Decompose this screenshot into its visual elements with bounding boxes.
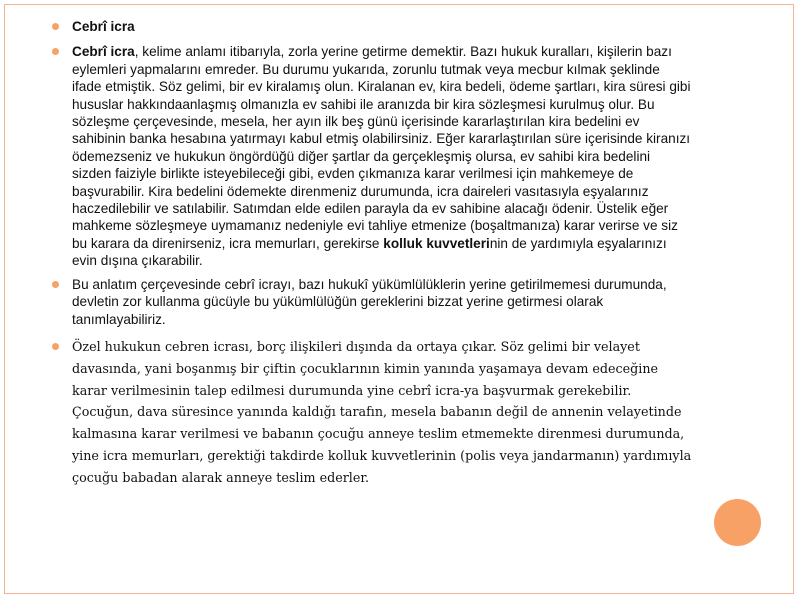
bullet-dot xyxy=(52,48,59,55)
bullet-dot xyxy=(52,281,59,288)
paragraph-text-part-1: , kelime anlamı itibarıyla, zorla yerine getirme demektir. Bazı hukuk kuralları, kişilerin bazı eylemleri yapmalarını emreder. Bu durumu yukarıda, zorunlu tutmak veya mecbur kılmak şeklinde ifade etmiştik. Söz gelimi, bir ev kiralamış olun. Kiralanan ev, kira bedeli, ödeme şartları, kira süresi gibi hususlar hakkındaanlaşmış olmanızla ev sahibi ile aranızda bir kira sözleşmesi kurulmuş olur. Bu sözleşme çerçevesinde, mesela, her ayın ilk beş günü içerisinde kararlaştırılan kira bedelini ev sahibinin banka hesabına yatırmayı kabul etmiş olabilirsiniz. Eğer kararlaştırılan süre içerisinde kiranızı ödemezseniz ve hukukun öngördüğü diğer şartlar da gerçekleşmiş olursa, ev sahibi kira bedelini sizden faiziyle birlikte isteyebileceği gibi, evden çıkmanıza karar verilmesi için mahkemeye de başvurabilir. Kira bedelini ödemekte direnmeniz durumunda, icra daireleri vasıtasıyla eşyalarınız haczedilebilir ve satılabilir. Satımdan elde edilen parayla da ev sahibine alacağı ödenir. Üstelik eğer mahkeme sözleşmeye uymamanız nedeniyle evi tahliye etmenize (boşaltmanıza) karar verirse ve siz bu karara da direnirseniz, icra memurları, gerekirse xyxy=(72,44,691,251)
bullet-item-custody-example xyxy=(52,336,692,489)
section-heading: Cebrî icra xyxy=(72,19,135,34)
bullet-item-summary xyxy=(52,276,692,328)
bullet-dot xyxy=(52,23,59,30)
paragraph-text-part-2: nin de yardımıyla eşyalarınızı evin dışına çıkarabilir. xyxy=(72,235,667,269)
bullet-item-definition xyxy=(52,43,692,269)
paragraph-text: Özel hukukun cebren icrası, borç ilişkileri dışında da ortaya çıkar. Söz gelimi bir velayet davasında, yani boşanmış bir çiftin çocuklarının kimin yanında yaşamaya devam edeceğine karar verilmesinin talep edilmesi durumunda yine cebrî icra-ya başvurmak gerekebilir. Çocuğun, dava süresince yanında kaldığı tarafın, mesela babanın değil de annenin velayetinde kalmasına karar verilmesi ve babanın çocuğu anneye teslim etmemekte direnmesi durumunda, yine icra memurları, gerektiği takdirde kolluk kuvvetlerinin (polis veya jandarmanın) yardımıyla çocuğu babadan alarak anneye teslim ederler. xyxy=(72,338,692,485)
bullet-dot xyxy=(52,343,59,350)
bold-term-cebri-icra: Cebrî icra xyxy=(72,44,135,60)
paragraph-text xyxy=(72,44,691,268)
slide-content xyxy=(52,18,692,488)
bold-term-kolluk-kuvvetleri: kolluk kuvvetleri xyxy=(383,235,490,251)
bullet-item-heading xyxy=(52,18,692,35)
decorative-circle xyxy=(714,499,761,546)
paragraph-text: Bu anlatım çerçevesinde cebrî icrayı, bazı hukukî yükümlülüklerin yerine getirilmemesi durumunda, devletin zor kullanma gücüyle bu yükümlülüğün gereklerini bizzat yerine getirmesi olarak tanımlayabiliriz. xyxy=(72,276,667,327)
